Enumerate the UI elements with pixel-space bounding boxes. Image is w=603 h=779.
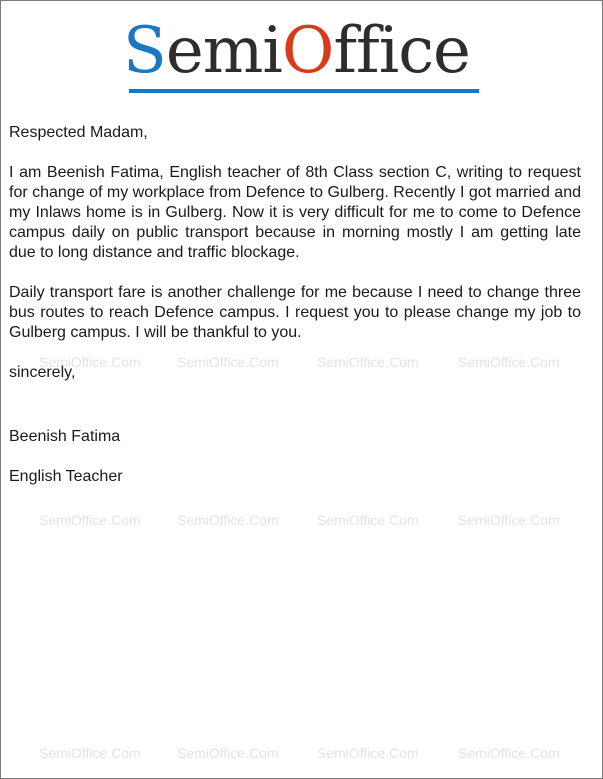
signature-name: Beenish Fatima	[9, 428, 121, 445]
watermark: SemiOffice.Com	[39, 354, 141, 370]
logo-text-ffice: ffice	[333, 14, 470, 88]
watermark: SemiOffice.Com	[317, 512, 419, 528]
signature-title: English Teacher	[9, 468, 123, 485]
salutation: Respected Madam,	[9, 124, 148, 141]
watermark: SemiOffice.Com	[177, 354, 279, 370]
watermark: SemiOffice.Com	[39, 745, 141, 761]
watermark: SemiOffice.Com	[458, 354, 560, 370]
watermark: SemiOffice.Com	[177, 745, 279, 761]
watermark: SemiOffice.Com	[317, 354, 419, 370]
watermark: SemiOffice.Com	[177, 512, 279, 528]
logo-letter-o: O	[281, 14, 334, 88]
body-paragraph: Daily transport fare is another challenge for me because I need to change three bus routes to reach Defence campus. I request you to please change my job to Gulberg campus. I will be thankful to you.	[9, 284, 581, 341]
logo-letter-s: S	[123, 14, 166, 88]
watermark: SemiOffice.Com	[458, 745, 560, 761]
semioffice-logo	[123, 15, 470, 87]
letter-body	[9, 123, 581, 487]
body-paragraph: I am Beenish Fatima, English teacher of 8th Class section C, writing to request for change of my workplace from Defence to Gulberg. Recently I got married and my Inlaws home is in Gulberg. Now it is very difficult for me to come to Defence campus daily on public transport because in morning mostly I am getting late due to long distance and traffic blockage.	[9, 164, 581, 261]
logo-underline	[129, 89, 479, 93]
logo-text-emi: emi	[165, 14, 282, 88]
watermark: SemiOffice.Com	[39, 512, 141, 528]
watermark: SemiOffice.Com	[317, 745, 419, 761]
watermark: SemiOffice.Com	[458, 512, 560, 528]
closing: sincerely,	[9, 364, 76, 381]
